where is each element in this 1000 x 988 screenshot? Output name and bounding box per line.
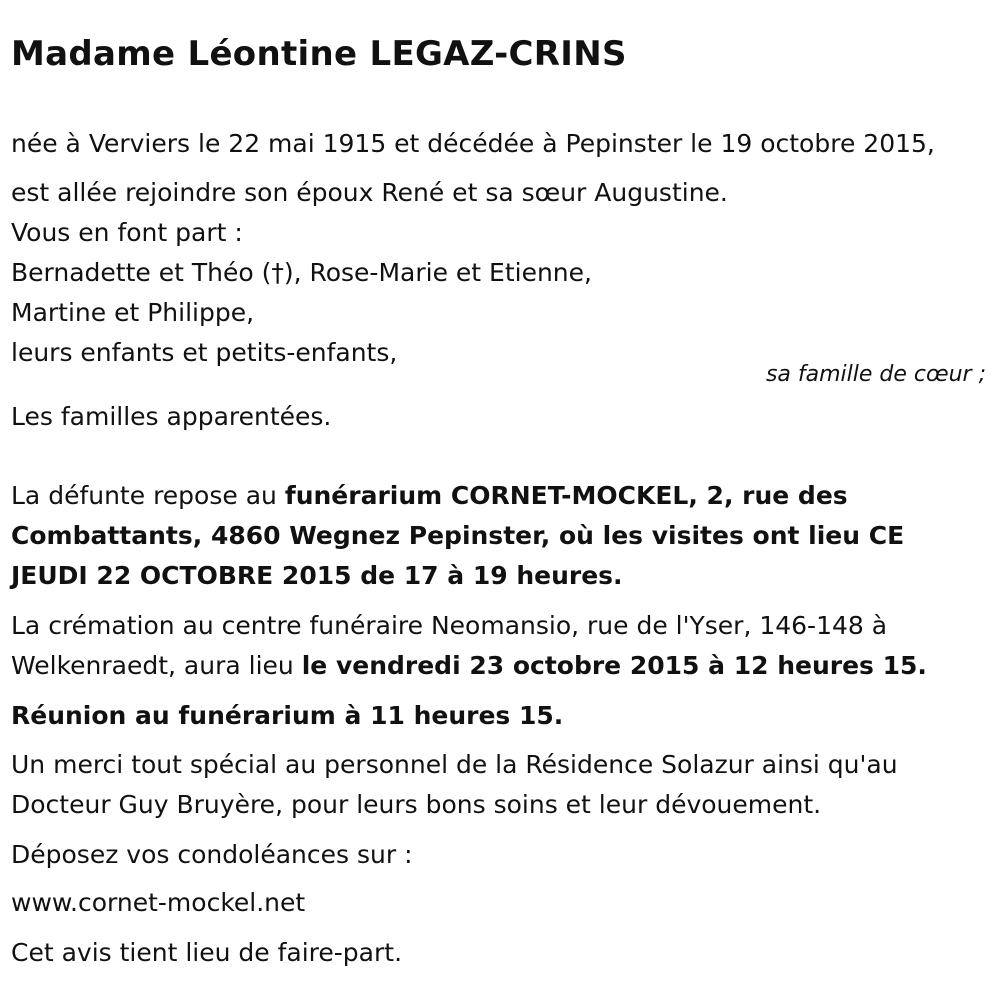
cremation-paragraph (11, 606, 986, 686)
related-families-line: Les familles apparentées. (11, 402, 332, 431)
website-link[interactable]: www.cornet-mockel.net (11, 888, 306, 917)
rejoined-line: est allée rejoindre son époux René et sa sœur Augustine. (11, 178, 728, 207)
family-line-3: leurs enfants et petits-enfants, (11, 338, 398, 367)
announce-intro: Vous en font part : (11, 218, 243, 247)
reunion-text: Réunion au funérarium à 11 heures 15. (11, 701, 564, 730)
repose-details: funérarium CORNET-MOCKEL, 2, rue des Combattants, 4860 Wegnez Pepinster, où les visites ont lieu CE JEUDI 22 OCTOBRE 2015 de 17 à 19 heures. (11, 481, 905, 590)
heart-family-line: sa famille de cœur ; (765, 362, 986, 387)
cremation-intro: La crémation au centre funéraire Neomansio, rue de l'Yser, 146-148 à Welkenraedt, aura lieu (11, 611, 888, 680)
thanks-paragraph: Un merci tout spécial au personnel de la Résidence Solazur ainsi qu'au Docteur Guy Bruyère, pour leurs bons soins et leur dévouement. (11, 750, 898, 819)
page-title: Madame Léontine LEGAZ-CRINS (11, 34, 627, 74)
reunion-line (11, 696, 986, 736)
family-line-2: Martine et Philippe, (11, 298, 255, 327)
condolences-intro: Déposez vos condoléances sur : (11, 840, 413, 869)
cremation-date: le vendredi 23 octobre 2015 à 12 heures 15. (301, 651, 927, 680)
closing-line: Cet avis tient lieu de faire-part. (11, 938, 403, 967)
family-line-1: Bernadette et Théo (†), Rose-Marie et Etienne, (11, 258, 592, 287)
repose-intro: La défunte repose au (11, 481, 285, 510)
repose-paragraph (11, 476, 986, 596)
birth-death-line: née à Verviers le 22 mai 1915 et décédée à Pepinster le 19 octobre 2015, (11, 129, 935, 158)
